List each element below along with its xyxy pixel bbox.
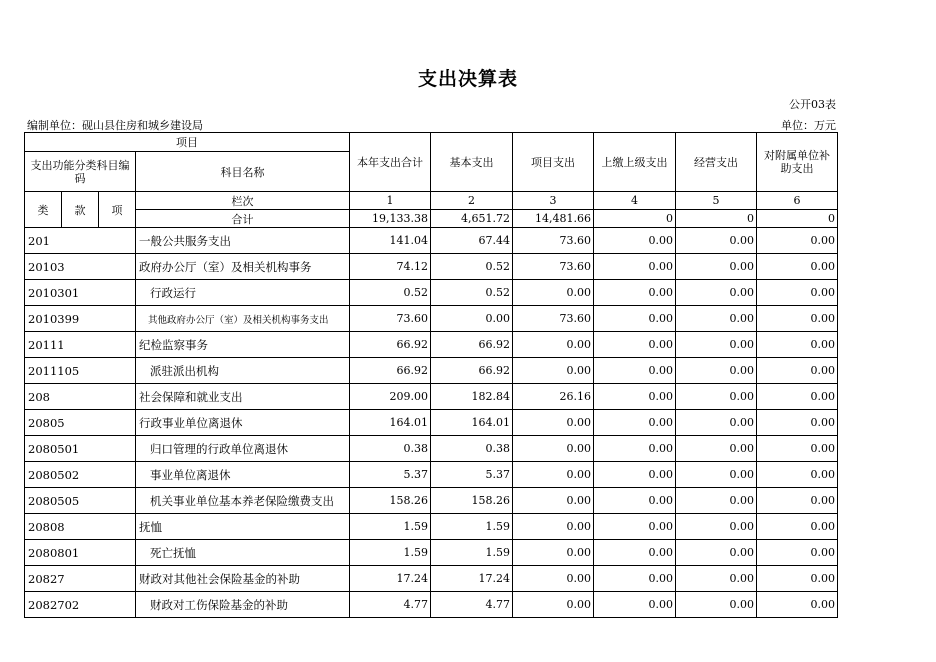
row-total-value: 66.92	[350, 332, 431, 358]
sum-business: 0	[676, 210, 757, 228]
table-row	[25, 540, 838, 566]
row-upper-value: 0.00	[594, 306, 676, 332]
row-project-value: 0.00	[513, 462, 594, 488]
row-basic-value: 66.92	[431, 358, 513, 384]
table-row	[25, 306, 838, 332]
row-subsidy-value: 0.00	[757, 254, 838, 280]
row-code: 2080801	[25, 540, 136, 566]
col-number: 5	[676, 192, 757, 210]
row-project-value: 0.00	[513, 280, 594, 306]
row-business-value: 0.00	[676, 566, 757, 592]
row-subject-name: 一般公共服务支出	[136, 228, 350, 254]
row-code: 2011105	[25, 358, 136, 384]
row-project-value: 73.60	[513, 306, 594, 332]
row-upper-value: 0.00	[594, 410, 676, 436]
row-upper-value: 0.00	[594, 332, 676, 358]
row-upper-value: 0.00	[594, 280, 676, 306]
row-basic-value: 0.52	[431, 280, 513, 306]
row-subsidy-value: 0.00	[757, 514, 838, 540]
row-total-value: 17.24	[350, 566, 431, 592]
row-total-value: 5.37	[350, 462, 431, 488]
row-project-value: 0.00	[513, 514, 594, 540]
row-total-value: 74.12	[350, 254, 431, 280]
row-project-value: 73.60	[513, 254, 594, 280]
row-business-value: 0.00	[676, 410, 757, 436]
row-code: 2080501	[25, 436, 136, 462]
row-total-value: 73.60	[350, 306, 431, 332]
row-code: 20827	[25, 566, 136, 592]
row-business-value: 0.00	[676, 306, 757, 332]
row-code: 20805	[25, 410, 136, 436]
row-upper-value: 0.00	[594, 384, 676, 410]
row-upper-value: 0.00	[594, 358, 676, 384]
table-row	[25, 280, 838, 306]
row-project-value: 73.60	[513, 228, 594, 254]
row-basic-value: 1.59	[431, 514, 513, 540]
table-row	[25, 592, 838, 618]
row-basic-value: 182.84	[431, 384, 513, 410]
row-basic-value: 1.59	[431, 540, 513, 566]
header-subject-name: 科目名称	[136, 152, 350, 192]
row-subject-name: 其他政府办公厅（室）及相关机构事务支出	[136, 306, 350, 332]
row-upper-value: 0.00	[594, 514, 676, 540]
row-total-value: 141.04	[350, 228, 431, 254]
org-label: 编制单位：砚山县住房和城乡建设局	[27, 119, 203, 132]
row-project-value: 26.16	[513, 384, 594, 410]
row-subject-name: 死亡抚恤	[136, 540, 350, 566]
row-subsidy-value: 0.00	[757, 488, 838, 514]
row-total-value: 158.26	[350, 488, 431, 514]
row-subject-name: 社会保障和就业支出	[136, 384, 350, 410]
row-code: 20111	[25, 332, 136, 358]
row-subsidy-value: 0.00	[757, 436, 838, 462]
row-business-value: 0.00	[676, 384, 757, 410]
row-basic-value: 4.77	[431, 592, 513, 618]
row-code: 201	[25, 228, 136, 254]
row-subject-name: 政府办公厅（室）及相关机构事务	[136, 254, 350, 280]
row-code: 2010301	[25, 280, 136, 306]
header-total: 本年支出合计	[350, 133, 431, 192]
row-upper-value: 0.00	[594, 228, 676, 254]
row-project-value: 0.00	[513, 332, 594, 358]
row-subsidy-value: 0.00	[757, 384, 838, 410]
table-row	[25, 332, 838, 358]
row-basic-value: 0.38	[431, 436, 513, 462]
row-business-value: 0.00	[676, 358, 757, 384]
row-subject-name: 机关事业单位基本养老保险缴费支出	[136, 488, 350, 514]
col-number: 4	[594, 192, 676, 210]
col-number: 6	[757, 192, 838, 210]
row-business-value: 0.00	[676, 254, 757, 280]
row-subject-name: 归口管理的行政单位离退休	[136, 436, 350, 462]
row-basic-value: 5.37	[431, 462, 513, 488]
header-upper: 上缴上级支出	[594, 133, 676, 192]
row-code: 2080505	[25, 488, 136, 514]
row-subject-name: 抚恤	[136, 514, 350, 540]
row-project-value: 0.00	[513, 488, 594, 514]
row-code: 2082702	[25, 592, 136, 618]
row-basic-value: 0.00	[431, 306, 513, 332]
col-number: 1	[350, 192, 431, 210]
row-business-value: 0.00	[676, 332, 757, 358]
row-upper-value: 0.00	[594, 436, 676, 462]
header-xiang: 项	[99, 192, 136, 228]
row-upper-value: 0.00	[594, 566, 676, 592]
row-subsidy-value: 0.00	[757, 280, 838, 306]
row-subject-name: 事业单位离退休	[136, 462, 350, 488]
row-business-value: 0.00	[676, 514, 757, 540]
row-basic-value: 17.24	[431, 566, 513, 592]
row-subsidy-value: 0.00	[757, 592, 838, 618]
sum-total: 19,133.38	[350, 210, 431, 228]
row-total-value: 0.38	[350, 436, 431, 462]
row-code: 20103	[25, 254, 136, 280]
row-subsidy-value: 0.00	[757, 410, 838, 436]
header-basic: 基本支出	[431, 133, 513, 192]
row-subject-name: 财政对工伤保险基金的补助	[136, 592, 350, 618]
header-lanci: 栏次	[136, 192, 350, 210]
row-project-value: 0.00	[513, 540, 594, 566]
table-row	[25, 410, 838, 436]
row-basic-value: 164.01	[431, 410, 513, 436]
form-code: 公开03表	[789, 98, 836, 111]
table-row	[25, 514, 838, 540]
row-subsidy-value: 0.00	[757, 358, 838, 384]
row-subsidy-value: 0.00	[757, 540, 838, 566]
header-heji: 合计	[136, 210, 350, 228]
report-title: 支出决算表	[417, 68, 518, 90]
table-row	[25, 228, 838, 254]
row-project-value: 0.00	[513, 566, 594, 592]
row-business-value: 0.00	[676, 592, 757, 618]
header-business: 经营支出	[676, 133, 757, 192]
header-project-exp: 项目支出	[513, 133, 594, 192]
row-subject-name: 派驻派出机构	[136, 358, 350, 384]
col-number: 3	[513, 192, 594, 210]
sum-project: 14,481.66	[513, 210, 594, 228]
header-subsidy: 对附属单位补助支出	[757, 133, 838, 192]
row-subsidy-value: 0.00	[757, 566, 838, 592]
row-basic-value: 66.92	[431, 332, 513, 358]
col-number: 2	[431, 192, 513, 210]
row-code: 2010399	[25, 306, 136, 332]
row-upper-value: 0.00	[594, 462, 676, 488]
row-upper-value: 0.00	[594, 254, 676, 280]
table-row	[25, 358, 838, 384]
row-subject-name: 行政运行	[136, 280, 350, 306]
header-lei: 类	[25, 192, 62, 228]
table-row	[25, 488, 838, 514]
row-total-value: 164.01	[350, 410, 431, 436]
row-total-value: 66.92	[350, 358, 431, 384]
row-basic-value: 0.52	[431, 254, 513, 280]
sum-upper: 0	[594, 210, 676, 228]
row-business-value: 0.00	[676, 280, 757, 306]
table-row	[25, 462, 838, 488]
row-code: 208	[25, 384, 136, 410]
row-upper-value: 0.00	[594, 540, 676, 566]
header-kuan: 款	[62, 192, 99, 228]
row-total-value: 1.59	[350, 540, 431, 566]
row-project-value: 0.00	[513, 358, 594, 384]
row-basic-value: 67.44	[431, 228, 513, 254]
header-func-code: 支出功能分类科目编码	[25, 152, 136, 192]
row-subsidy-value: 0.00	[757, 462, 838, 488]
header-project: 项目	[25, 133, 350, 152]
row-project-value: 0.00	[513, 592, 594, 618]
row-subject-name: 财政对其他社会保险基金的补助	[136, 566, 350, 592]
row-total-value: 1.59	[350, 514, 431, 540]
row-business-value: 0.00	[676, 488, 757, 514]
row-subsidy-value: 0.00	[757, 332, 838, 358]
row-subject-name: 行政事业单位离退休	[136, 410, 350, 436]
row-project-value: 0.00	[513, 436, 594, 462]
row-upper-value: 0.00	[594, 488, 676, 514]
row-total-value: 4.77	[350, 592, 431, 618]
row-subject-name: 纪检监察事务	[136, 332, 350, 358]
row-project-value: 0.00	[513, 410, 594, 436]
row-business-value: 0.00	[676, 436, 757, 462]
unit-label: 单位：万元	[781, 119, 836, 132]
row-upper-value: 0.00	[594, 592, 676, 618]
table-row	[25, 254, 838, 280]
row-subsidy-value: 0.00	[757, 228, 838, 254]
row-code: 2080502	[25, 462, 136, 488]
row-total-value: 209.00	[350, 384, 431, 410]
table-row	[25, 384, 838, 410]
row-total-value: 0.52	[350, 280, 431, 306]
row-business-value: 0.00	[676, 540, 757, 566]
row-code: 20808	[25, 514, 136, 540]
row-basic-value: 158.26	[431, 488, 513, 514]
table-row	[25, 566, 838, 592]
sum-basic: 4,651.72	[431, 210, 513, 228]
row-business-value: 0.00	[676, 228, 757, 254]
row-business-value: 0.00	[676, 462, 757, 488]
sum-subsidy: 0	[757, 210, 838, 228]
row-subsidy-value: 0.00	[757, 306, 838, 332]
expenditure-table	[24, 132, 838, 618]
table-row	[25, 436, 838, 462]
